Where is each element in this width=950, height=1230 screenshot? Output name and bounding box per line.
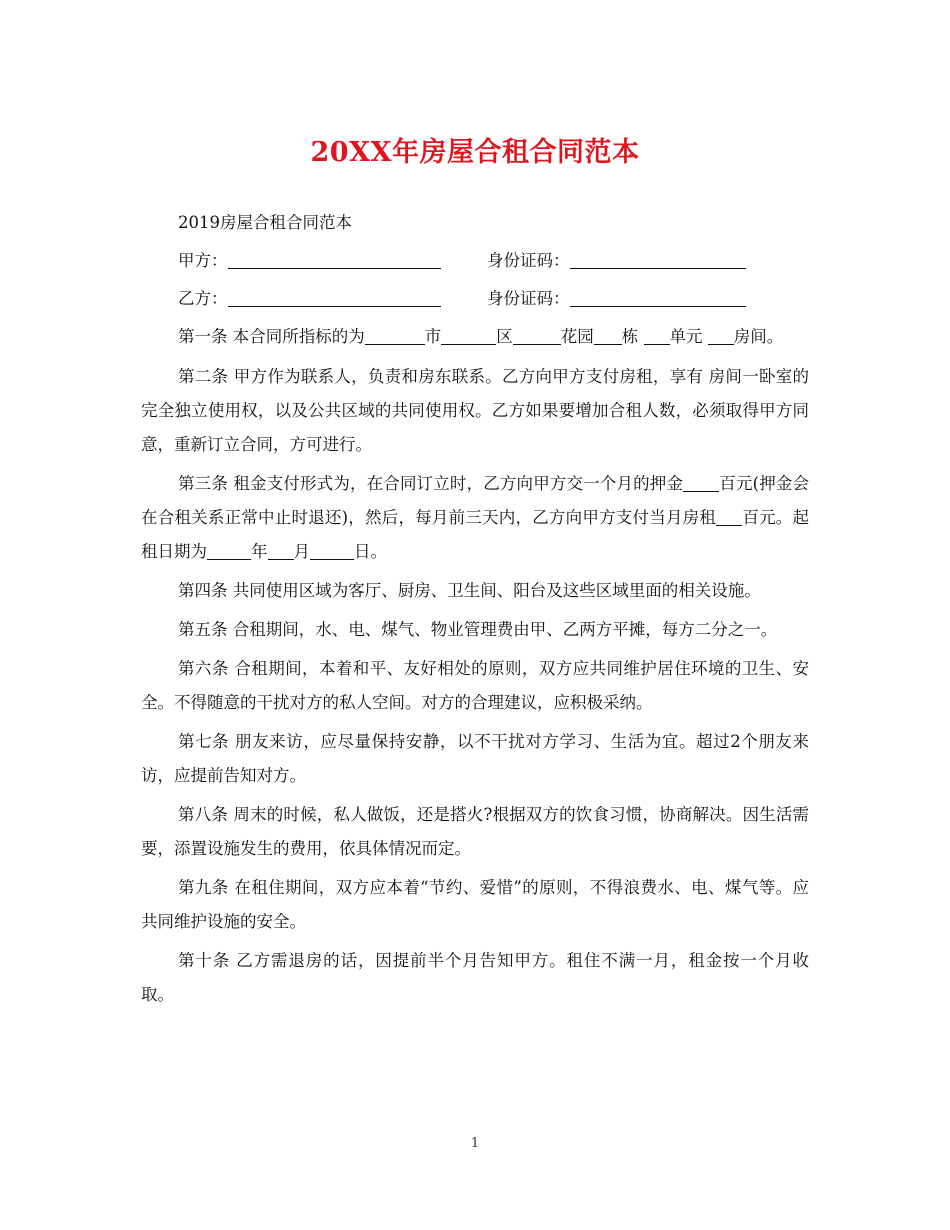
party-a-blank[interactable] (228, 248, 441, 269)
article-5: 第五条 合租期间，水、电、煤气、物业管理费由甲、乙两方平摊，每方二分之一。 (178, 620, 778, 639)
article-3 (141, 467, 809, 569)
article-3-day: 日。 (354, 542, 387, 561)
article-3-deposit: 百元(押金会在合租关系正常中止时退还)，然后，每月前三天内，乙方向甲方支付当月房租 (141, 474, 810, 527)
article-1-text: 第一条 本合同所指标的为 (178, 327, 365, 346)
article-3-text: 第三条 租金支付形式为，在合同订立时，乙方向甲方交一个月的押金 (178, 474, 684, 493)
article-1 (141, 320, 809, 354)
deposit-blank[interactable] (683, 471, 719, 492)
garden-blank[interactable] (513, 324, 561, 345)
article-1-building: 栋 (621, 327, 639, 346)
party-a-id (487, 244, 746, 278)
document-title: 20XX年房屋合租合同范本 (310, 137, 640, 168)
party-a-label: 甲方： (178, 251, 228, 270)
month-blank[interactable] (268, 539, 294, 560)
year-blank[interactable] (207, 539, 251, 560)
city-blank[interactable] (365, 324, 425, 345)
party-b-id (487, 282, 746, 316)
party-b-blank[interactable] (228, 286, 441, 307)
article-9: 第九条 在租住期间，双方应本着“节约、爱惜”的原则，不得浪费水、电、煤气等。应共同维护设施的安全。 (141, 878, 809, 931)
article-1-city: 市 (424, 327, 442, 346)
building-blank[interactable] (594, 324, 622, 345)
party-b-row (141, 282, 809, 320)
subtitle-text: 2019房屋合租合同范本 (178, 213, 352, 232)
room-blank[interactable] (708, 324, 734, 345)
party-a-id-label: 身份证码： (487, 251, 570, 270)
subtitle (141, 206, 809, 240)
party-b-id-label: 身份证码： (487, 289, 570, 308)
article-3-year: 年 (251, 542, 268, 561)
article-7: 第七条 朋友来访，应尽量保持安静，以不干扰对方学习、生活为宜。超过2个朋友来访，应提前告知对方。 (141, 732, 809, 785)
rent-blank[interactable] (716, 505, 742, 526)
article-10: 第十条 乙方需退房的话，因提前半个月告知甲方。租住不满一月，租金按一个月收取。 (141, 951, 809, 1004)
article-1-garden: 花园 (560, 327, 594, 346)
article-3-month: 月 (293, 542, 310, 561)
unit-blank[interactable] (644, 324, 670, 345)
article-1-room: 房间。 (733, 327, 784, 346)
party-b-label: 乙方： (178, 289, 228, 308)
article-2: 第二条 甲方作为联系人，负责和房东联系。乙方向甲方支付房租，享有 房间一卧室的完全独立使用权，以及公共区域的共同使用权。乙方如果要增加合租人数，必须取得甲方同意，重新订立合同，方可进行。 (141, 367, 809, 454)
party-b-id-blank[interactable] (570, 286, 746, 307)
article-3-rent: 百元。起租日期为 (141, 508, 810, 561)
party-a-row (141, 244, 809, 282)
article-8: 第八条 周末的时候，私人做饭，还是搭火?根据双方的饮食习惯，协商解决。因生活需要，添置设施发生的费用，依具体情况而定。 (141, 805, 809, 858)
party-a-id-blank[interactable] (570, 248, 746, 269)
page-number: 1 (470, 1136, 480, 1151)
article-1-unit: 单元 (669, 327, 703, 346)
article-1-district: 区 (496, 327, 513, 346)
article-4: 第四条 共同使用区域为客厅、厨房、卫生间、阳台及这些区域里面的相关设施。 (178, 581, 761, 600)
article-6: 第六条 合租期间，本着和平、友好相处的原则，双方应共同维护居住环境的卫生、安全。不得随意的干扰对方的私人空间。对方的合理建议，应积极采纳。 (141, 659, 809, 712)
document-body (141, 206, 809, 1012)
district-blank[interactable] (441, 324, 496, 345)
day-blank[interactable] (310, 539, 354, 560)
